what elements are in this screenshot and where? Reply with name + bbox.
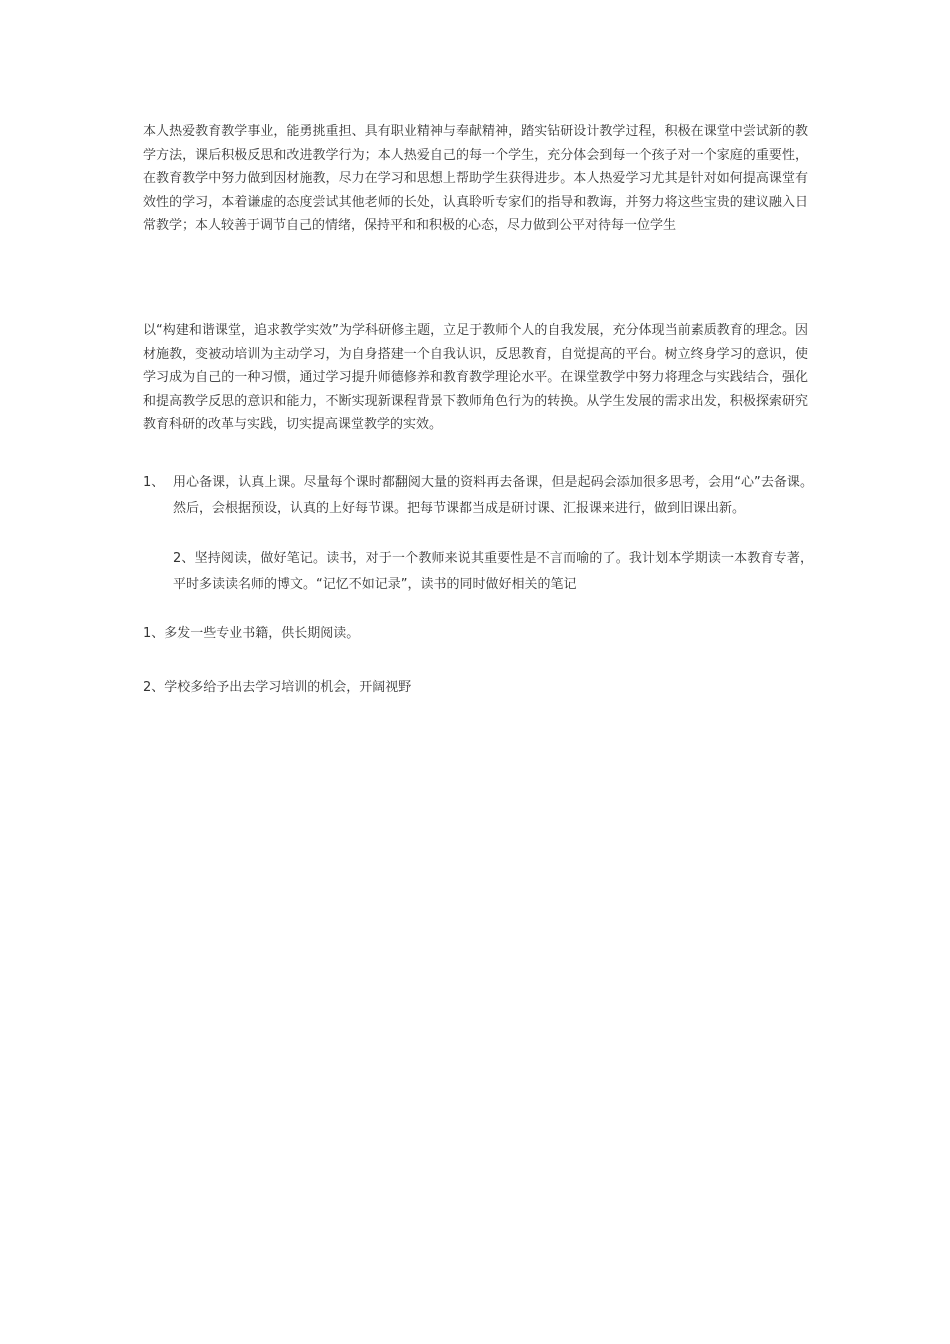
suggestion-item: 1、多发一些专业书籍，供长期阅读。: [143, 626, 360, 641]
plan-item-text: 用心备课，认真上课。尽量每个课时都翻阅大量的资料再去备课，但是起码会添加很多思考，会用“心”去备课。然后，会根据预设，认真的上好每节课。把每节课都当成是研讨课、汇报课来进行，做到旧课出新。: [173, 475, 813, 516]
self-evaluation-paragraph: 本人热爱教育教学事业，能勇挑重担、具有职业精神与奉献精神，踏实钻研设计教学过程，积极在课堂中尝试新的教学方法，课后积极反思和改进教学行为；本人热爱自己的每一个学生，充分体会到每一个孩子对一个家庭的重要性，在教育教学中努力做到因材施教，尽力在学习和思想上帮助学生获得进步。本人热爱学习尤其是针对如何提高课堂有效性的学习，本着谦虚的态度尝试其他老师的长处，认真聆听专家们的指导和教诲，并努力将这些宝贵的建议融入日常教学；本人较善于调节自己的情绪，保持平和和积极的心态，尽力做到公平对待每一位学生: [143, 124, 808, 233]
study-theme-paragraph: 以“构建和谐课堂，追求教学实效”为学科研修主题，立足于教师个人的自我发展，充分体现当前素质教育的理念。因材施教，变被动培训为主动学习，为自身搭建一个自我认识，反思教育，自觉提高的平台。树立终身学习的意识，使学习成为自己的一种习惯，通过学习提升师德修养和教育教学理论水平。在课堂教学中努力将理念与实践结合，强化和提高教学反思的意识和能力，不断实现新课程背景下教师角色行为的转换。从学生发展的需求出发，积极探索研究教育科研的改革与实践，切实提高课堂教学的实效。: [143, 323, 808, 432]
plan-item-number: 1、: [143, 475, 165, 490]
plan-item: [143, 470, 813, 522]
suggestion-item: 2、学校多给予出去学习培训的机会，开阔视野: [143, 680, 412, 695]
plan-item: 2、坚持阅读，做好笔记。读书，对于一个教师来说其重要性是不言而喻的了。我计划本学期读一本教育专著，平时多读读名师的博文。“记忆不如记录”，读书的同时做好相关的笔记: [173, 551, 813, 592]
